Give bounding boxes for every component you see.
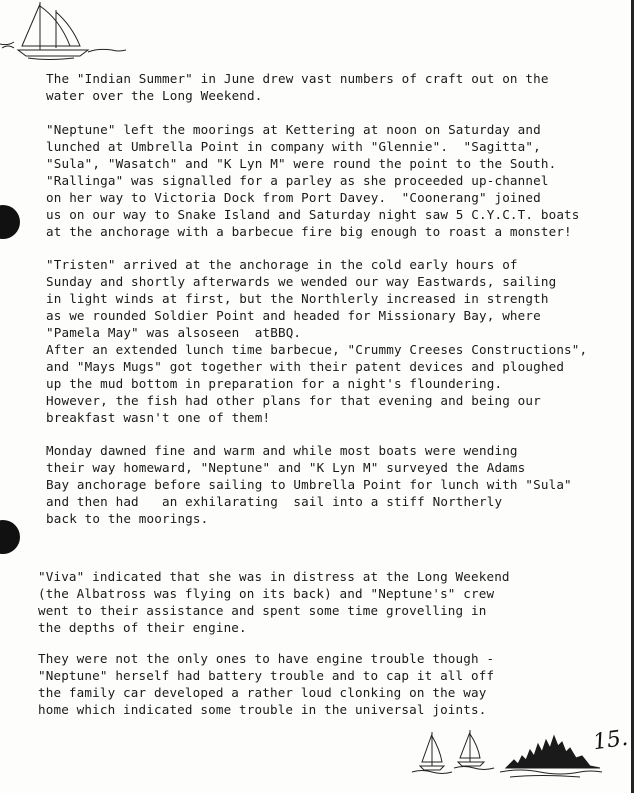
sailboat-sketch-top	[0, 0, 130, 62]
text-line: Sunday and shortly afterwards we wended our way Eastwards, sailing	[46, 274, 557, 289]
text-line: up the mud bottom in preparation for a night's floundering.	[46, 376, 503, 391]
text-line: "Rallinga" was signalled for a parley as she proceeded up-channel	[46, 173, 549, 188]
hole-punch-mark	[0, 520, 20, 554]
text-line: (the Albatross was flying on its back) and "Neptune's" crew	[38, 586, 495, 601]
page-number: 15.	[591, 725, 630, 756]
text-line: The "Indian Summer" in June drew vast numbers of craft out on the	[46, 71, 549, 86]
text-line: Monday dawned fine and warm and while most boats were wending	[46, 443, 518, 458]
sailboats-and-town-sketch	[410, 722, 610, 782]
text-line: "Sula", "Wasatch" and "K Lyn M" were round the point to the South.	[46, 156, 557, 171]
text-line: us on our way to Snake Island and Saturday night saw 5 C.Y.C.T. boats	[46, 207, 580, 222]
text-line: "Neptune" herself had battery trouble and to cap it all off	[38, 668, 495, 683]
text-line: as we rounded Soldier Point and headed for Missionary Bay, where	[46, 308, 541, 323]
text-line: their way homeward, "Neptune" and "K Lyn M" surveyed the Adams	[46, 460, 526, 475]
text-line: Bay anchorage before sailing to Umbrella Point for lunch with "Sula"	[46, 477, 572, 492]
text-line: at the anchorage with a barbecue fire big enough to roast a monster!	[46, 224, 572, 239]
text-line: They were not the only ones to have engine trouble though -	[38, 651, 495, 666]
text-line: the depths of their engine.	[38, 620, 247, 635]
text-line: went to their assistance and spent some time grovelling in	[38, 603, 487, 618]
text-line: After an extended lunch time barbecue, "Crummy Creeses Constructions",	[46, 342, 588, 357]
text-line: in light winds at first, but the Northlerly increased in strength	[46, 291, 549, 306]
text-line: "Pamela May" was alsoseen atBBQ.	[46, 325, 302, 340]
text-line: on her way to Victoria Dock from Port Davey. "Coonerang" joined	[46, 190, 541, 205]
text-line: back to the moorings.	[46, 511, 209, 526]
text-line: and then had an exhilarating sail into a stiff Northerly	[46, 494, 503, 509]
text-line: However, the fish had other plans for that evening and being our	[46, 393, 541, 408]
text-line: home which indicated some trouble in the universal joints.	[38, 702, 487, 717]
text-line: "Neptune" left the moorings at Kettering at noon on Saturday and	[46, 122, 541, 137]
text-line: "Viva" indicated that she was in distress at the Long Weekend	[38, 569, 510, 584]
text-line: and "Mays Mugs" got together with their patent devices and ploughed	[46, 359, 565, 374]
text-line: lunched at Umbrella Point in company with "Glennie". "Sagitta",	[46, 139, 541, 154]
text-line: "Tristen" arrived at the anchorage in the cold early hours of	[46, 257, 518, 272]
text-line: water over the Long Weekend.	[46, 88, 263, 103]
text-line: breakfast wasn't one of them!	[46, 410, 271, 425]
hole-punch-mark	[0, 205, 20, 239]
text-line: the family car developed a rather loud clonking on the way	[38, 685, 487, 700]
